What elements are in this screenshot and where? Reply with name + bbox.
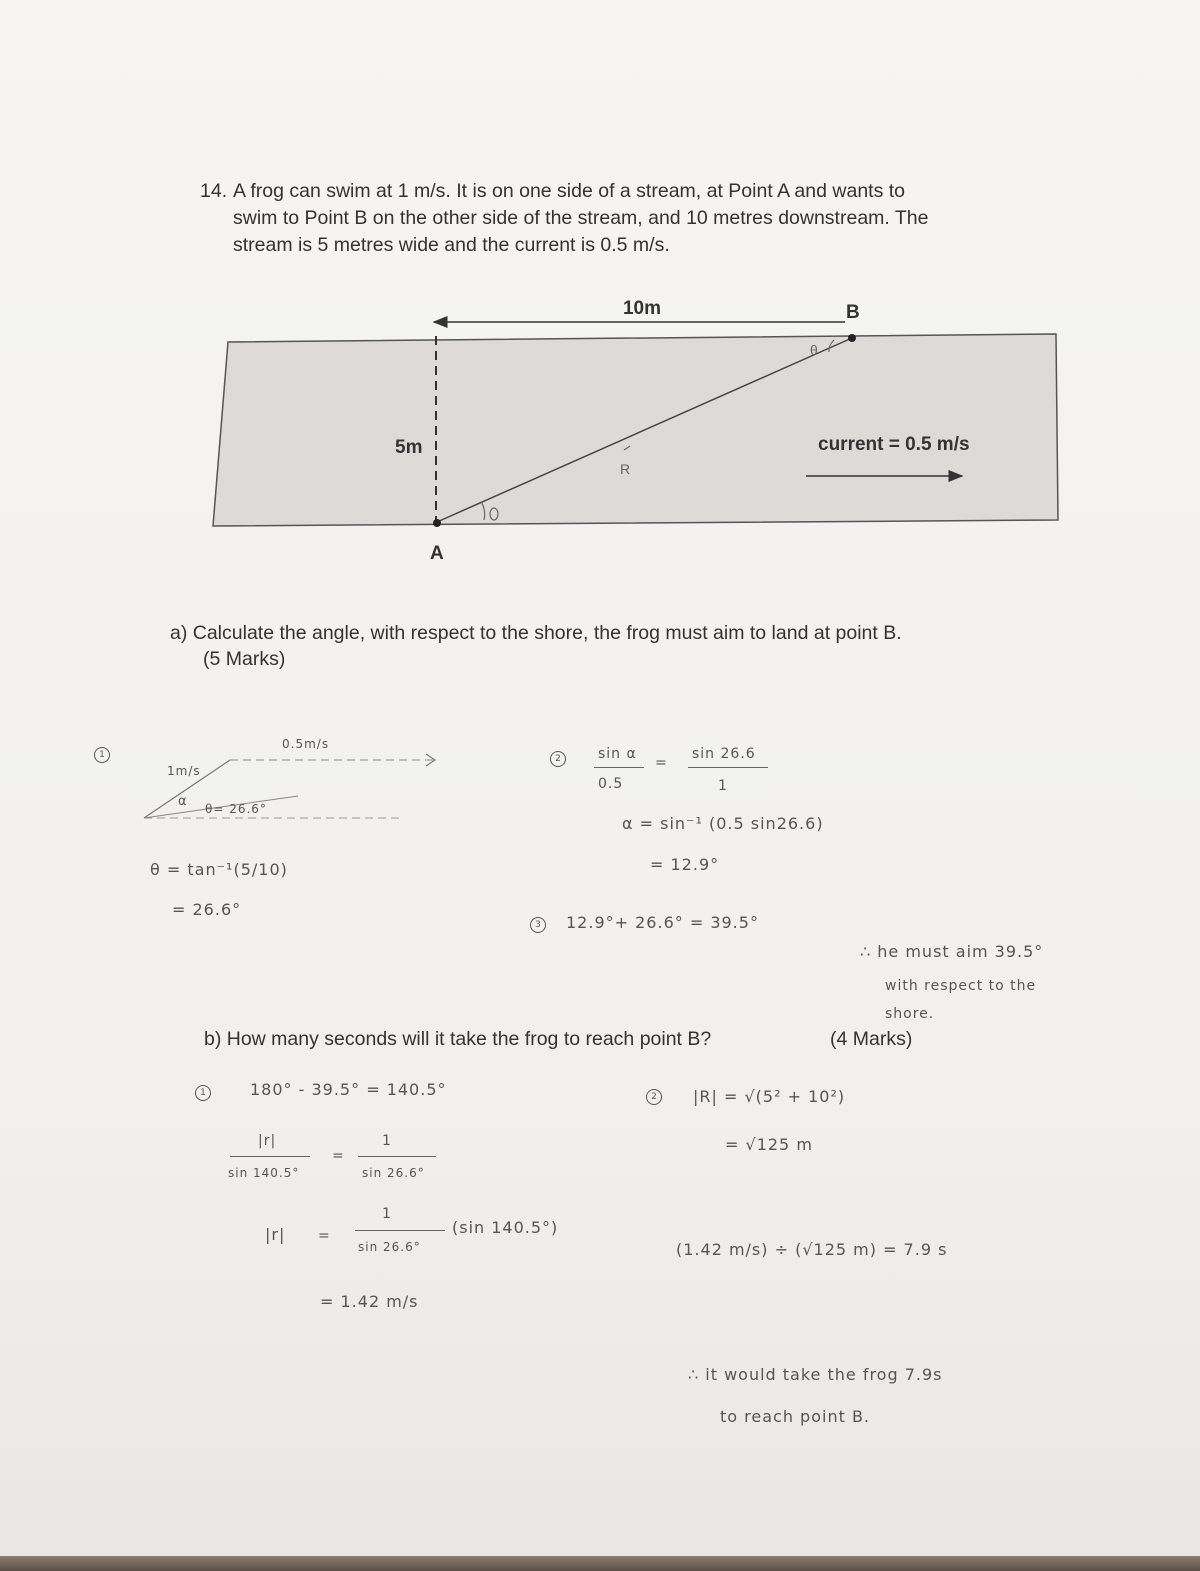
- one-numerator: 1: [382, 1133, 392, 1149]
- vector-sketch: [130, 740, 450, 830]
- width-label: 10m: [622, 298, 662, 319]
- magnitude-equation: |R| = √(5² + 10²): [693, 1087, 846, 1106]
- sketch-alpha-label: α: [178, 794, 188, 809]
- r-numerator: |r|: [258, 1133, 277, 1149]
- part-a-conclusion-1: ∴ he must aim 39.5°: [860, 942, 1044, 961]
- part-a-step-3: 3: [530, 917, 546, 933]
- fraction-bar-1: [594, 767, 644, 768]
- point-a-label: A: [430, 543, 444, 564]
- time-equation: (1.42 m/s) ÷ (√125 m) = 7.9 s: [676, 1240, 948, 1259]
- height-label: 5m: [395, 437, 423, 458]
- part-b-conclusion-2: to reach point B.: [720, 1407, 870, 1426]
- over-half: 0.5: [598, 776, 624, 792]
- sum-equation: 12.9°+ 26.6° = 39.5°: [566, 913, 759, 932]
- point-b-dot: [848, 334, 856, 342]
- sin-multiplier: (sin 140.5°): [452, 1218, 559, 1237]
- sin-26-6: sin 26.6: [692, 746, 756, 762]
- theta-equation: θ = tan⁻¹(5/10): [150, 860, 288, 879]
- part-b-marks: (4 Marks): [830, 1028, 913, 1050]
- theta-b-label: θ: [810, 342, 818, 358]
- r-denominator: sin 140.5°: [228, 1166, 300, 1180]
- question-line-1: A frog can swim at 1 m/s. It is on one side of a stream, at Point A and wants to: [233, 180, 906, 202]
- resultant-label: R: [620, 461, 631, 477]
- alpha-result: = 12.9°: [650, 855, 720, 874]
- part-b-prompt: b) How many seconds will it take the frog to reach point B?: [204, 1028, 712, 1050]
- over-one: 1: [718, 778, 728, 794]
- one-denominator: sin 26.6°: [362, 1166, 425, 1180]
- one-numerator-2: 1: [382, 1206, 392, 1222]
- part-a-conclusion-3: shore.: [885, 1006, 935, 1022]
- alpha-equation: α = sin⁻¹ (0.5 sin26.6): [622, 814, 824, 833]
- stream-area: [213, 334, 1058, 526]
- angle-equation: 180° - 39.5° = 140.5°: [250, 1080, 447, 1099]
- desk-edge: [0, 1556, 1200, 1571]
- part-a-step-1: 1: [94, 747, 110, 763]
- part-b-step-2: 2: [646, 1089, 662, 1105]
- question-line-2: swim to Point B on the other side of the stream, and 10 metres downstream. The: [233, 207, 929, 229]
- part-a-step-2: 2: [550, 751, 566, 767]
- speed-result: = 1.42 m/s: [320, 1292, 419, 1311]
- theta-result: = 26.6°: [172, 900, 242, 919]
- point-b-label: B: [846, 302, 860, 323]
- question-line-3: stream is 5 metres wide and the current is 0.5 m/s.: [233, 234, 670, 256]
- fraction-bar-2: [688, 767, 768, 768]
- one-denominator-2: sin 26.6°: [358, 1240, 421, 1254]
- fraction-bar-4: [358, 1156, 436, 1157]
- sin-alpha: sin α: [598, 746, 637, 762]
- worksheet-page: 14. A frog can swim at 1 m/s. It is on one side of a stream, at Point A and wants to swim to Point B on the other side of the stream, and 10 metres downstream. The stream is 5 metres wide and the current is 0.5 m/s. 10m 5m A B current = 0.5 m/s R θ a) Calculate the angle, with respect to the shore, the frog must aim to land at point B. (5 Marks) 1 0.5m/s 1m/s α θ= 26.6° θ = tan⁻¹(5/10) = 26.6° 2 sin α 0.5 = sin 26.6 1 α = sin⁻¹ (0.5 sin26.6) = 12.9° 3 12.9°+ 26.6° = 39.5° ∴ he must aim 39.5° with respect to the shore. b) How many seconds will it take the frog to reach point B? (4 Marks) 1 180° - 39.5° = 140.5° |r| sin 140.5° = 1 sin 26.6° |r| = 1 sin 26.6° (sin 140.5°) = 1.42 m/s 2 |R| = √(5² + 10²) = √125 m (1.42 m/s) ÷ (√125 m) = 7.9 s ∴ it would take the frog 7.9s to reach point B.: [0, 0, 1200, 1571]
- question-number: 14.: [200, 180, 228, 202]
- fraction-bar-3: [230, 1156, 310, 1157]
- part-a-prompt: a) Calculate the angle, with respect to the shore, the frog must aim to land at point B.: [170, 622, 902, 644]
- part-a-marks: (5 Marks): [203, 648, 286, 670]
- part-a-conclusion-2: with respect to the: [885, 978, 1037, 994]
- part-b-step-1: 1: [195, 1085, 211, 1101]
- sketch-top-label: 0.5m/s: [282, 737, 330, 751]
- stream-diagram: [0, 0, 1200, 600]
- sketch-left-label: 1m/s: [167, 764, 201, 778]
- sketch-theta-label: θ= 26.6°: [205, 802, 267, 816]
- r-abs: |r|: [265, 1225, 286, 1244]
- point-a-dot: [433, 519, 441, 527]
- fraction-bar-5: [355, 1230, 445, 1231]
- part-b-conclusion-1: ∴ it would take the frog 7.9s: [688, 1365, 943, 1384]
- current-label: current = 0.5 m/s: [818, 434, 970, 455]
- magnitude-result: = √125 m: [725, 1135, 813, 1154]
